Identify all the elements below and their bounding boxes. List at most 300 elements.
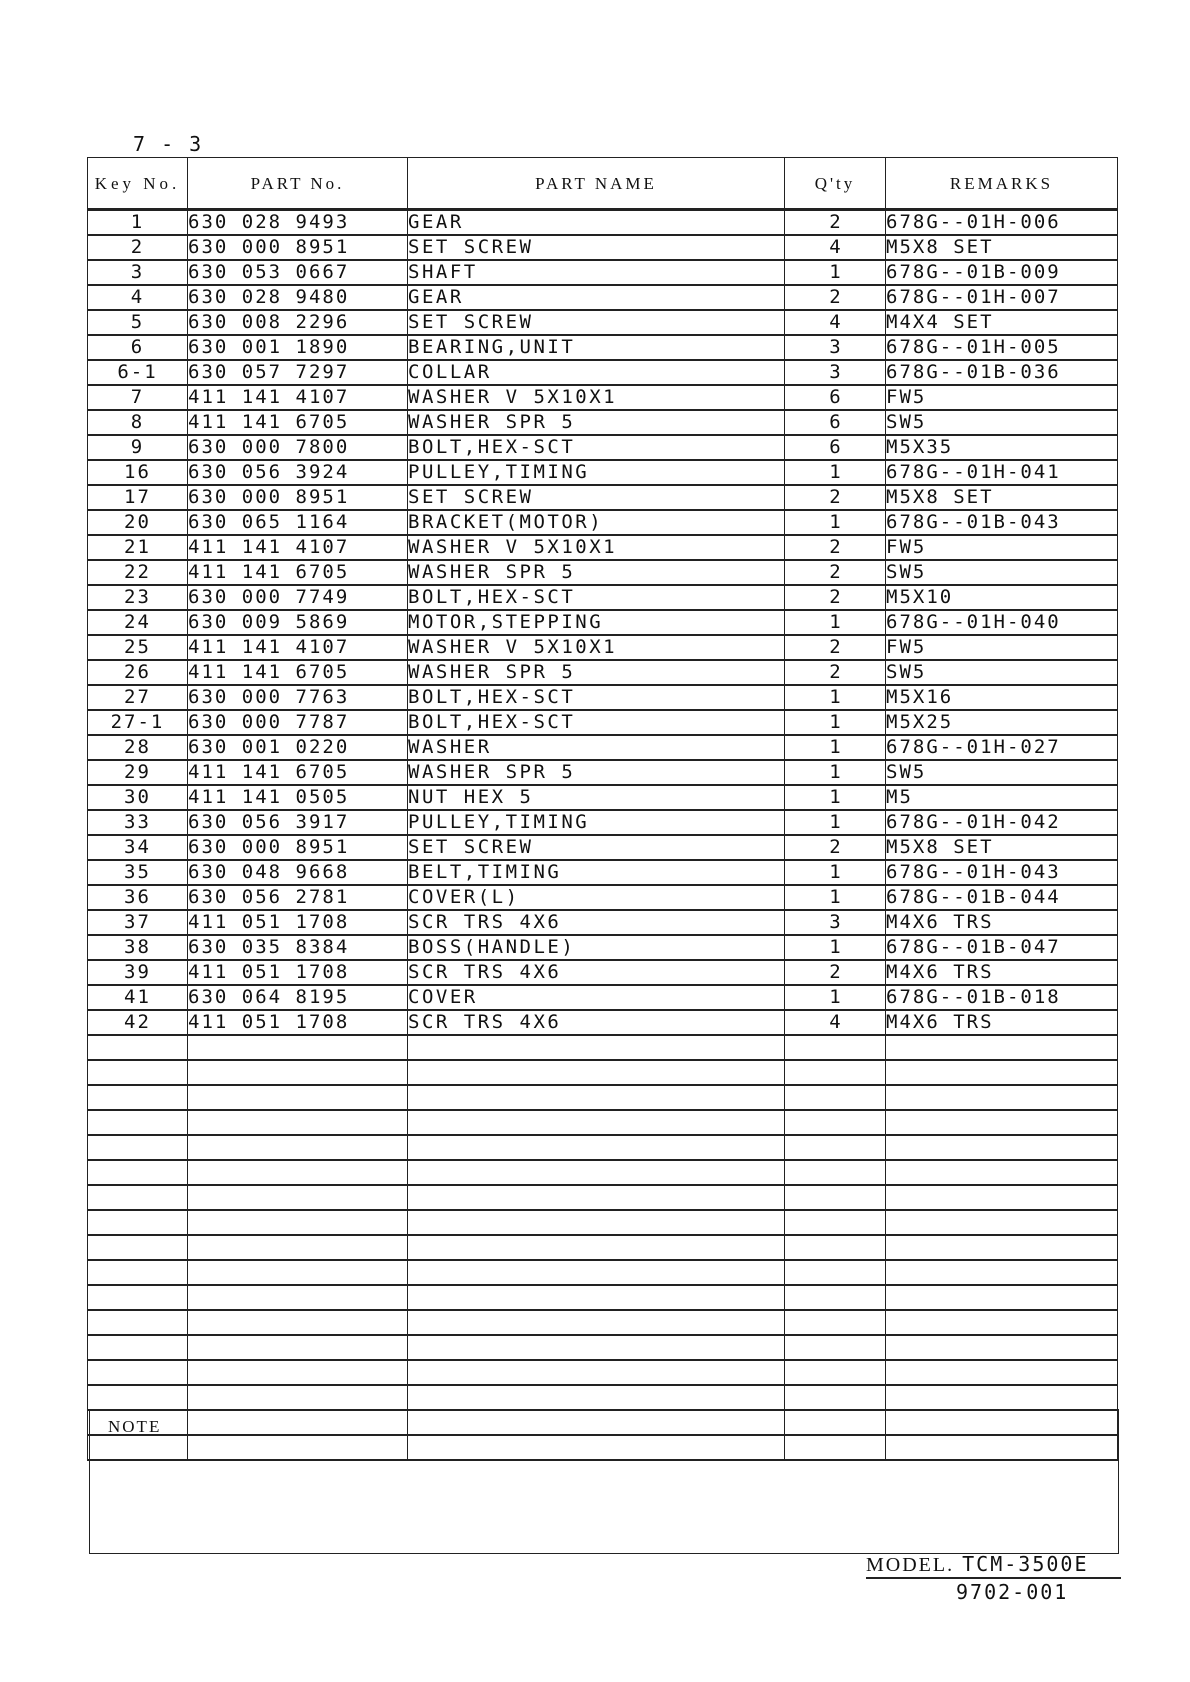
empty-cell — [188, 1060, 408, 1085]
empty-cell — [188, 1360, 408, 1385]
remarks-cell: M4X6 TRS — [886, 910, 1118, 935]
part-no-cell: 630 000 8951 — [188, 835, 408, 860]
remarks-cell: M5X10 — [886, 585, 1118, 610]
key-no-cell: 25 — [88, 635, 188, 660]
empty-table-row — [88, 1385, 1118, 1410]
empty-cell — [88, 1335, 188, 1360]
part-name-cell: SCR TRS 4X6 — [408, 960, 785, 985]
document-number: 9702-001 — [956, 1580, 1069, 1604]
empty-cell — [886, 1385, 1118, 1410]
part-no-cell: 630 000 7763 — [188, 685, 408, 710]
page-number: 7 - 3 — [133, 132, 204, 156]
empty-cell — [408, 1060, 785, 1085]
key-no-cell: 22 — [88, 560, 188, 585]
qty-cell: 1 — [785, 810, 886, 835]
part-no-cell: 630 000 7800 — [188, 435, 408, 460]
part-name-cell: WASHER — [408, 735, 785, 760]
empty-cell — [408, 1285, 785, 1310]
header-part-name: PART NAME — [408, 158, 785, 210]
part-no-cell: 630 028 9480 — [188, 285, 408, 310]
part-name-cell: COLLAR — [408, 360, 785, 385]
remarks-cell: SW5 — [886, 660, 1118, 685]
table-row — [88, 835, 1118, 860]
part-name-cell: SET SCREW — [408, 310, 785, 335]
remarks-cell: 678G--01H-043 — [886, 860, 1118, 885]
part-no-cell: 630 000 7749 — [188, 585, 408, 610]
empty-cell — [408, 1085, 785, 1110]
key-no-cell: 16 — [88, 460, 188, 485]
table-row — [88, 610, 1118, 635]
table-row — [88, 385, 1118, 410]
part-name-cell: BEARING,UNIT — [408, 335, 785, 360]
key-no-cell: 20 — [88, 510, 188, 535]
key-no-cell: 6-1 — [88, 360, 188, 385]
part-name-cell: WASHER V 5X10X1 — [408, 535, 785, 560]
qty-cell: 1 — [785, 260, 886, 285]
table-row — [88, 460, 1118, 485]
key-no-cell: 30 — [88, 785, 188, 810]
remarks-cell: 678G--01B-047 — [886, 935, 1118, 960]
empty-cell — [188, 1185, 408, 1210]
table-row — [88, 285, 1118, 310]
table-row — [88, 660, 1118, 685]
empty-cell — [88, 1285, 188, 1310]
key-no-cell: 26 — [88, 660, 188, 685]
key-no-cell: 4 — [88, 285, 188, 310]
qty-cell: 2 — [785, 960, 886, 985]
empty-cell — [88, 1160, 188, 1185]
empty-cell — [88, 1110, 188, 1135]
part-no-cell: 630 028 9493 — [188, 210, 408, 236]
qty-cell: 2 — [785, 560, 886, 585]
part-no-cell: 411 141 6705 — [188, 660, 408, 685]
key-no-cell: 42 — [88, 1010, 188, 1035]
part-no-cell: 630 001 0220 — [188, 735, 408, 760]
empty-table-row — [88, 1285, 1118, 1310]
header-qty: Q'ty — [785, 158, 886, 210]
remarks-cell: 678G--01B-043 — [886, 510, 1118, 535]
remarks-cell: M4X6 TRS — [886, 960, 1118, 985]
remarks-cell: 678G--01B-018 — [886, 985, 1118, 1010]
part-no-cell: 630 000 7787 — [188, 710, 408, 735]
part-name-cell: GEAR — [408, 285, 785, 310]
part-name-cell: WASHER SPR 5 — [408, 410, 785, 435]
remarks-cell: FW5 — [886, 635, 1118, 660]
remarks-cell: M5X8 SET — [886, 835, 1118, 860]
table-row — [88, 435, 1118, 460]
key-no-cell: 27 — [88, 685, 188, 710]
qty-cell: 1 — [785, 710, 886, 735]
qty-cell: 1 — [785, 610, 886, 635]
empty-cell — [785, 1310, 886, 1335]
empty-cell — [88, 1385, 188, 1410]
qty-cell: 2 — [785, 585, 886, 610]
part-no-cell: 630 009 5869 — [188, 610, 408, 635]
table-row — [88, 935, 1118, 960]
qty-cell: 1 — [785, 760, 886, 785]
key-no-cell: 35 — [88, 860, 188, 885]
key-no-cell: 17 — [88, 485, 188, 510]
qty-cell: 1 — [785, 685, 886, 710]
part-no-cell: 411 051 1708 — [188, 960, 408, 985]
key-no-cell: 9 — [88, 435, 188, 460]
empty-cell — [408, 1210, 785, 1235]
model-line — [866, 1552, 1121, 1579]
key-no-cell: 33 — [88, 810, 188, 835]
table-row — [88, 785, 1118, 810]
part-name-cell: BOLT,HEX-SCT — [408, 685, 785, 710]
table-row — [88, 635, 1118, 660]
part-name-cell: WASHER V 5X10X1 — [408, 635, 785, 660]
empty-cell — [785, 1285, 886, 1310]
remarks-cell: M4X6 TRS — [886, 1010, 1118, 1035]
remarks-cell: 678G--01H-042 — [886, 810, 1118, 835]
qty-cell: 1 — [785, 985, 886, 1010]
part-name-cell: WASHER SPR 5 — [408, 760, 785, 785]
part-no-cell: 411 141 4107 — [188, 385, 408, 410]
empty-cell — [188, 1385, 408, 1410]
qty-cell: 3 — [785, 910, 886, 935]
parts-table — [87, 157, 1118, 1461]
empty-cell — [88, 1210, 188, 1235]
empty-cell — [408, 1160, 785, 1185]
part-no-cell: 630 056 3917 — [188, 810, 408, 835]
key-no-cell: 5 — [88, 310, 188, 335]
remarks-cell: M5X8 SET — [886, 485, 1118, 510]
empty-table-row — [88, 1135, 1118, 1160]
part-name-cell: WASHER SPR 5 — [408, 560, 785, 585]
remarks-cell: 678G--01H-007 — [886, 285, 1118, 310]
part-no-cell: 411 141 6705 — [188, 410, 408, 435]
key-no-cell: 27-1 — [88, 710, 188, 735]
empty-cell — [188, 1235, 408, 1260]
empty-cell — [886, 1060, 1118, 1085]
empty-cell — [886, 1260, 1118, 1285]
key-no-cell: 8 — [88, 410, 188, 435]
key-no-cell: 29 — [88, 760, 188, 785]
table-row — [88, 210, 1118, 236]
empty-cell — [886, 1135, 1118, 1160]
part-name-cell: NUT HEX 5 — [408, 785, 785, 810]
table-row — [88, 910, 1118, 935]
table-row — [88, 760, 1118, 785]
part-name-cell: BRACKET(MOTOR) — [408, 510, 785, 535]
empty-table-row — [88, 1260, 1118, 1285]
empty-table-row — [88, 1210, 1118, 1235]
part-no-cell: 630 064 8195 — [188, 985, 408, 1010]
remarks-cell: M5X35 — [886, 435, 1118, 460]
part-name-cell: SET SCREW — [408, 835, 785, 860]
empty-table-row — [88, 1110, 1118, 1135]
remarks-cell: 678G--01H-027 — [886, 735, 1118, 760]
empty-cell — [88, 1360, 188, 1385]
qty-cell: 3 — [785, 335, 886, 360]
table-row — [88, 510, 1118, 535]
qty-cell: 2 — [785, 210, 886, 236]
key-no-cell: 23 — [88, 585, 188, 610]
part-no-cell: 630 065 1164 — [188, 510, 408, 535]
key-no-cell: 21 — [88, 535, 188, 560]
empty-cell — [408, 1235, 785, 1260]
table-row — [88, 585, 1118, 610]
empty-cell — [785, 1160, 886, 1185]
part-name-cell: BOLT,HEX-SCT — [408, 585, 785, 610]
empty-cell — [188, 1310, 408, 1335]
empty-cell — [88, 1085, 188, 1110]
qty-cell: 3 — [785, 360, 886, 385]
table-row — [88, 560, 1118, 585]
empty-cell — [88, 1135, 188, 1160]
empty-cell — [785, 1235, 886, 1260]
model-value: TCM-3500E — [962, 1552, 1089, 1576]
remarks-cell: M5X16 — [886, 685, 1118, 710]
remarks-cell: SW5 — [886, 560, 1118, 585]
qty-cell: 2 — [785, 635, 886, 660]
empty-cell — [886, 1085, 1118, 1110]
key-no-cell: 38 — [88, 935, 188, 960]
key-no-cell: 41 — [88, 985, 188, 1010]
empty-table-row — [88, 1235, 1118, 1260]
part-no-cell: 411 141 6705 — [188, 560, 408, 585]
empty-cell — [188, 1160, 408, 1185]
empty-cell — [88, 1035, 188, 1060]
empty-cell — [88, 1235, 188, 1260]
part-name-cell: BELT,TIMING — [408, 860, 785, 885]
part-no-cell: 630 001 1890 — [188, 335, 408, 360]
empty-cell — [886, 1285, 1118, 1310]
qty-cell: 6 — [785, 410, 886, 435]
empty-cell — [188, 1135, 408, 1160]
remarks-cell: M5 — [886, 785, 1118, 810]
empty-cell — [88, 1185, 188, 1210]
empty-table-row — [88, 1035, 1118, 1060]
part-no-cell: 630 057 7297 — [188, 360, 408, 385]
qty-cell: 1 — [785, 510, 886, 535]
key-no-cell: 24 — [88, 610, 188, 635]
table-row — [88, 310, 1118, 335]
empty-cell — [785, 1060, 886, 1085]
part-name-cell: PULLEY,TIMING — [408, 810, 785, 835]
qty-cell: 2 — [785, 660, 886, 685]
note-box — [89, 1409, 1119, 1554]
qty-cell: 4 — [785, 1010, 886, 1035]
qty-cell: 2 — [785, 485, 886, 510]
empty-cell — [785, 1110, 886, 1135]
table-row — [88, 885, 1118, 910]
empty-cell — [785, 1385, 886, 1410]
part-name-cell: SCR TRS 4X6 — [408, 910, 785, 935]
remarks-cell: 678G--01H-040 — [886, 610, 1118, 635]
empty-cell — [886, 1335, 1118, 1360]
part-no-cell: 411 141 0505 — [188, 785, 408, 810]
part-name-cell: SET SCREW — [408, 485, 785, 510]
part-no-cell: 630 056 3924 — [188, 460, 408, 485]
part-no-cell: 411 141 6705 — [188, 760, 408, 785]
empty-cell — [188, 1335, 408, 1360]
empty-cell — [785, 1360, 886, 1385]
table-row — [88, 710, 1118, 735]
remarks-cell: FW5 — [886, 385, 1118, 410]
empty-table-row — [88, 1060, 1118, 1085]
empty-cell — [88, 1060, 188, 1085]
empty-table-row — [88, 1360, 1118, 1385]
remarks-cell: 678G--01B-036 — [886, 360, 1118, 385]
remarks-cell: M4X4 SET — [886, 310, 1118, 335]
table-row — [88, 810, 1118, 835]
header-key-no: Key No. — [88, 158, 188, 210]
part-no-cell: 630 008 2296 — [188, 310, 408, 335]
remarks-cell: 678G--01B-009 — [886, 260, 1118, 285]
key-no-cell: 2 — [88, 235, 188, 260]
empty-table-row — [88, 1085, 1118, 1110]
empty-table-row — [88, 1335, 1118, 1360]
empty-cell — [886, 1310, 1118, 1335]
qty-cell: 4 — [785, 235, 886, 260]
part-no-cell: 411 141 4107 — [188, 535, 408, 560]
empty-cell — [886, 1160, 1118, 1185]
part-name-cell: PULLEY,TIMING — [408, 460, 785, 485]
part-name-cell: WASHER SPR 5 — [408, 660, 785, 685]
empty-cell — [886, 1360, 1118, 1385]
table-row — [88, 335, 1118, 360]
empty-cell — [88, 1260, 188, 1285]
header-remarks: REMARKS — [886, 158, 1118, 210]
part-no-cell: 630 000 8951 — [188, 235, 408, 260]
part-name-cell: SCR TRS 4X6 — [408, 1010, 785, 1035]
qty-cell: 1 — [785, 860, 886, 885]
part-name-cell: WASHER V 5X10X1 — [408, 385, 785, 410]
table-row — [88, 685, 1118, 710]
table-row — [88, 1010, 1118, 1035]
part-name-cell: BOLT,HEX-SCT — [408, 710, 785, 735]
key-no-cell: 7 — [88, 385, 188, 410]
key-no-cell: 34 — [88, 835, 188, 860]
qty-cell: 2 — [785, 835, 886, 860]
table-row — [88, 535, 1118, 560]
table-row — [88, 410, 1118, 435]
empty-cell — [886, 1110, 1118, 1135]
key-no-cell: 36 — [88, 885, 188, 910]
table-row — [88, 360, 1118, 385]
table-row — [88, 485, 1118, 510]
empty-cell — [785, 1135, 886, 1160]
part-name-cell: BOLT,HEX-SCT — [408, 435, 785, 460]
empty-cell — [785, 1085, 886, 1110]
qty-cell: 6 — [785, 385, 886, 410]
table-header-row — [88, 158, 1118, 210]
part-name-cell: SET SCREW — [408, 235, 785, 260]
part-name-cell: MOTOR,STEPPING — [408, 610, 785, 635]
qty-cell: 1 — [785, 785, 886, 810]
empty-cell — [408, 1335, 785, 1360]
key-no-cell: 1 — [88, 210, 188, 236]
part-name-cell: COVER — [408, 985, 785, 1010]
table-row — [88, 260, 1118, 285]
empty-cell — [886, 1210, 1118, 1235]
key-no-cell: 28 — [88, 735, 188, 760]
part-no-cell: 630 048 9668 — [188, 860, 408, 885]
remarks-cell: 678G--01H-005 — [886, 335, 1118, 360]
qty-cell: 1 — [785, 885, 886, 910]
empty-cell — [188, 1260, 408, 1285]
empty-cell — [88, 1310, 188, 1335]
remarks-cell: FW5 — [886, 535, 1118, 560]
part-no-cell: 630 053 0667 — [188, 260, 408, 285]
part-name-cell: COVER(L) — [408, 885, 785, 910]
remarks-cell: M5X25 — [886, 710, 1118, 735]
remarks-cell: SW5 — [886, 410, 1118, 435]
table-row — [88, 960, 1118, 985]
part-no-cell: 630 035 8384 — [188, 935, 408, 960]
remarks-cell: SW5 — [886, 760, 1118, 785]
empty-table-row — [88, 1310, 1118, 1335]
empty-cell — [785, 1260, 886, 1285]
empty-cell — [886, 1185, 1118, 1210]
remarks-cell: 678G--01H-006 — [886, 210, 1118, 236]
qty-cell: 2 — [785, 535, 886, 560]
header-part-no: PART No. — [188, 158, 408, 210]
empty-cell — [886, 1235, 1118, 1260]
key-no-cell: 39 — [88, 960, 188, 985]
part-no-cell: 630 000 8951 — [188, 485, 408, 510]
empty-cell — [408, 1035, 785, 1060]
empty-cell — [188, 1110, 408, 1135]
table-row — [88, 235, 1118, 260]
empty-cell — [408, 1185, 785, 1210]
table-row — [88, 735, 1118, 760]
part-name-cell: SHAFT — [408, 260, 785, 285]
empty-cell — [408, 1310, 785, 1335]
empty-cell — [188, 1210, 408, 1235]
empty-cell — [408, 1110, 785, 1135]
empty-cell — [188, 1085, 408, 1110]
empty-cell — [785, 1335, 886, 1360]
part-no-cell: 630 056 2781 — [188, 885, 408, 910]
remarks-cell: M5X8 SET — [886, 235, 1118, 260]
part-name-cell: BOSS(HANDLE) — [408, 935, 785, 960]
model-label: MODEL. — [866, 1554, 955, 1576]
empty-cell — [408, 1135, 785, 1160]
empty-cell — [408, 1385, 785, 1410]
key-no-cell: 3 — [88, 260, 188, 285]
table-row — [88, 860, 1118, 885]
part-no-cell: 411 141 4107 — [188, 635, 408, 660]
empty-cell — [188, 1285, 408, 1310]
empty-cell — [188, 1035, 408, 1060]
part-no-cell: 411 051 1708 — [188, 910, 408, 935]
empty-cell — [785, 1035, 886, 1060]
empty-table-row — [88, 1160, 1118, 1185]
empty-table-row — [88, 1185, 1118, 1210]
qty-cell: 6 — [785, 435, 886, 460]
remarks-cell: 678G--01H-041 — [886, 460, 1118, 485]
part-name-cell: GEAR — [408, 210, 785, 236]
qty-cell: 2 — [785, 285, 886, 310]
qty-cell: 4 — [785, 310, 886, 335]
qty-cell: 1 — [785, 935, 886, 960]
empty-cell — [785, 1210, 886, 1235]
table-row — [88, 985, 1118, 1010]
qty-cell: 1 — [785, 735, 886, 760]
empty-cell — [785, 1185, 886, 1210]
empty-cell — [408, 1360, 785, 1385]
qty-cell: 1 — [785, 460, 886, 485]
key-no-cell: 6 — [88, 335, 188, 360]
part-no-cell: 411 051 1708 — [188, 1010, 408, 1035]
empty-cell — [408, 1260, 785, 1285]
note-label: NOTE — [108, 1417, 162, 1436]
key-no-cell: 37 — [88, 910, 188, 935]
